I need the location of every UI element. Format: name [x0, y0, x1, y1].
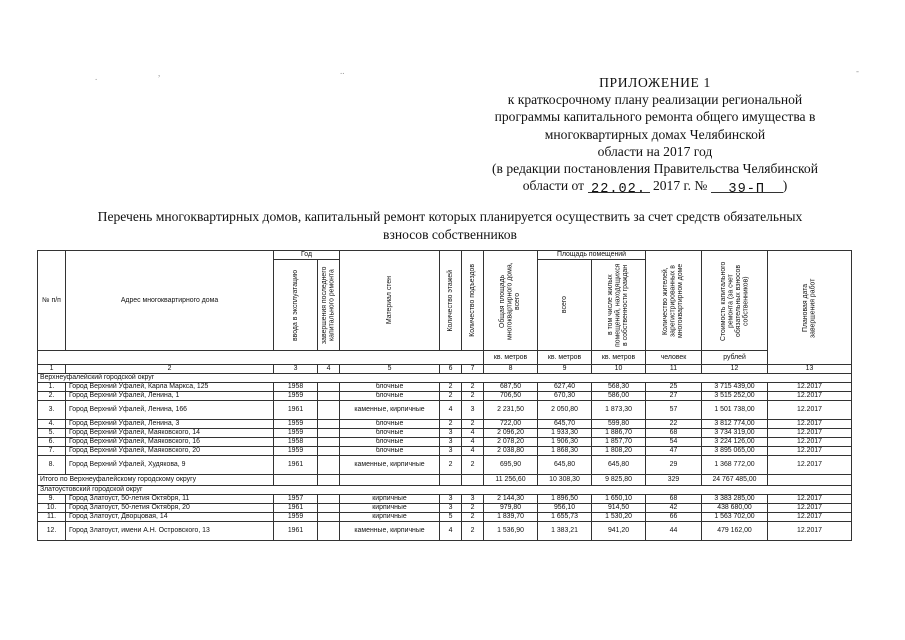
cell-deadline: 12.2017: [768, 513, 852, 522]
header-total-area-text: Общая площадь многоквартирного дома, всего: [499, 261, 522, 340]
cell-address: Город Верхний Уфалей, Маяковского, 16: [66, 438, 274, 447]
cell-cost: 3 895 065,00: [702, 447, 768, 456]
cell-year-repair: [318, 438, 340, 447]
cell-cost: 3 812 774,00: [702, 420, 768, 429]
cell-year-built: 1959: [274, 429, 318, 438]
cell-residents: 27: [646, 392, 702, 401]
cell-year-built: 1961: [274, 401, 318, 420]
header-line: многоквартирных домах Челябинской: [544, 126, 766, 142]
cell-deadline: 12.2017: [768, 429, 852, 438]
cell-year-repair: [318, 420, 340, 429]
cell-year-repair: [318, 504, 340, 513]
cell-year-built: 1959: [274, 447, 318, 456]
cell-num: 7.: [38, 447, 66, 456]
scan-speck: ,: [158, 68, 161, 78]
cell-total-area: 1 839,70: [484, 513, 538, 522]
unit-area-owned: кв. метров: [592, 351, 646, 365]
cell-deadline: 12.2017: [768, 447, 852, 456]
header-line: области на 2017 год: [597, 143, 713, 159]
cell-residents: 57: [646, 401, 702, 420]
total-empty: [340, 475, 440, 486]
table-row: [38, 438, 852, 447]
cell-entrances: 4: [462, 447, 484, 456]
header-area-group: Площадь помещений: [538, 251, 646, 260]
cell-floors: 2: [440, 383, 462, 392]
scan-speck: .: [95, 72, 98, 82]
cell-entrances: 2: [462, 392, 484, 401]
table-row: [38, 420, 852, 429]
table-row: [38, 456, 852, 475]
cell-cost: 3 734 319,00: [702, 429, 768, 438]
cell-year-built: 1961: [274, 504, 318, 513]
cell-area-owned: 941,20: [592, 522, 646, 541]
cell-material: каменные, кирпичные: [340, 456, 440, 475]
cell-material: блочные: [340, 383, 440, 392]
cell-area-all: 645,70: [538, 420, 592, 429]
unit-total-area: кв. метров: [484, 351, 538, 365]
cell-total-area: 695,90: [484, 456, 538, 475]
column-numbers-row: [38, 365, 852, 374]
cell-address: Город Верхний Уфалей, Карла Маркса, 125: [66, 383, 274, 392]
cell-floors: 4: [440, 522, 462, 541]
cell-area-owned: 1 857,70: [592, 438, 646, 447]
group-name: Златоустовский городской округ: [38, 486, 852, 495]
cell-entrances: 2: [462, 522, 484, 541]
cell-total-area: 706,50: [484, 392, 538, 401]
header-line: к краткосрочному плану реализации региональной: [507, 92, 803, 108]
cell-num: 10.: [38, 504, 66, 513]
cell-num: 9.: [38, 495, 66, 504]
unit-cost: рублей: [702, 351, 768, 365]
cell-total-area: 1 536,90: [484, 522, 538, 541]
table-row: [38, 504, 852, 513]
cell-year-repair: [318, 401, 340, 420]
cell-deadline: 12.2017: [768, 420, 852, 429]
header-line: программы капитального ремонта общего имущества в: [494, 109, 816, 125]
cell-entrances: 4: [462, 429, 484, 438]
header-year-group: Год: [274, 251, 340, 260]
header-year-built-text: ввода в эксплуатацию: [291, 269, 299, 341]
cell-deadline: 12.2017: [768, 456, 852, 475]
cell-deadline: 12.2017: [768, 392, 852, 401]
residents-sum: 329: [646, 475, 702, 486]
cell-area-owned: 645,80: [592, 456, 646, 475]
cell-deadline: 12.2017: [768, 522, 852, 541]
cell-residents: 68: [646, 495, 702, 504]
table-row: [38, 383, 852, 392]
cell-year-built: 1961: [274, 456, 318, 475]
cell-floors: 3: [440, 438, 462, 447]
header-area-owned-text: в том числе жилых помещений, находящихся в собственности граждан: [607, 263, 630, 347]
header-residents-text: Количество жителей, зарегистрированных в многоквартирном доме: [662, 263, 685, 338]
table-row: [38, 447, 852, 456]
cell-year-repair: [318, 447, 340, 456]
cell-year-repair: [318, 383, 340, 392]
cell-address: Город Златоуст, 50-летия Октября, 20: [66, 504, 274, 513]
cell-entrances: 3: [462, 495, 484, 504]
cell-area-all: 627,40: [538, 383, 592, 392]
scan-speck: ..: [340, 66, 345, 76]
cell-year-built: 1958: [274, 383, 318, 392]
cell-entrances: 2: [462, 383, 484, 392]
cell-total-area: 2 038,80: [484, 447, 538, 456]
header-floors-text: Количество этажей: [446, 269, 454, 332]
column-number: 8: [484, 365, 538, 374]
cell-address: Город Верхний Уфалей, Маяковского, 14: [66, 429, 274, 438]
scan-speck: -: [856, 66, 859, 76]
document-title: [20, 208, 880, 243]
header-year-built: [274, 260, 318, 351]
title-line: Перечень многоквартирных домов, капитальный ремонт которых планируется осуществить за счет средств обязательных: [97, 209, 803, 224]
houses-table: [37, 250, 852, 541]
cell-area-owned: 586,00: [592, 392, 646, 401]
cell-year-built: 1959: [274, 420, 318, 429]
header-area-all-text: всего: [560, 296, 568, 314]
cell-area-all: 1 383,21: [538, 522, 592, 541]
header-year-repair-text: завершения последнего капитального ремонта: [321, 266, 336, 344]
cell-address: Город Верхний Уфалей, Худякова, 9: [66, 456, 274, 475]
cell-cost: 3 383 285,00: [702, 495, 768, 504]
header-floors: [440, 251, 462, 351]
header-material-text: Материал стен: [385, 276, 393, 325]
table-row: [38, 513, 852, 522]
header-cost: [702, 251, 768, 351]
total-empty: [318, 475, 340, 486]
cell-material: блочные: [340, 447, 440, 456]
header-address: Адрес многоквартирного дома: [66, 251, 274, 351]
cell-address: Город Верхний Уфалей, Маяковского, 20: [66, 447, 274, 456]
cell-entrances: 2: [462, 504, 484, 513]
cell-residents: 47: [646, 447, 702, 456]
cell-material: блочные: [340, 392, 440, 401]
cell-total-area: 2 096,20: [484, 429, 538, 438]
cell-area-all: 645,80: [538, 456, 592, 475]
cell-address: Город Верхний Уфалей, Ленина, 3: [66, 420, 274, 429]
cell-residents: 29: [646, 456, 702, 475]
cell-floors: 5: [440, 513, 462, 522]
header-deadline-text: Плановая дата завершения работ: [802, 277, 817, 338]
cell-address: Город Верхний Уфалей, Ленина, 1: [66, 392, 274, 401]
column-number: 6: [440, 365, 462, 374]
cell-year-repair: [318, 522, 340, 541]
cell-entrances: 3: [462, 401, 484, 420]
cell-area-owned: 1 650,10: [592, 495, 646, 504]
cell-year-repair: [318, 392, 340, 401]
cell-area-owned: 568,30: [592, 383, 646, 392]
cell-num: 5.: [38, 429, 66, 438]
total-empty: [462, 475, 484, 486]
cell-area-all: 1 906,30: [538, 438, 592, 447]
cell-cost: 3 515 252,00: [702, 392, 768, 401]
total-empty: [274, 475, 318, 486]
cell-total-area: 2 231,50: [484, 401, 538, 420]
resolution-number: 39-П: [728, 182, 766, 198]
cell-address: Город Златоуст, имени А.Н. Островского, 13: [66, 522, 274, 541]
cell-floors: 3: [440, 429, 462, 438]
number-field: [711, 179, 783, 198]
cell-year-built: 1957: [274, 495, 318, 504]
cell-deadline: 12.2017: [768, 438, 852, 447]
cell-material: блочные: [340, 438, 440, 447]
header-year-repair: [318, 260, 340, 351]
date-field: [588, 179, 650, 198]
cell-area-owned: 1 886,70: [592, 429, 646, 438]
cell-area-all: 1 933,30: [538, 429, 592, 438]
cell-num: 2.: [38, 392, 66, 401]
cell-address: Город Златоуст, 50-летия Октября, 11: [66, 495, 274, 504]
cell-material: каменные, кирпичные: [340, 401, 440, 420]
header-prefix: области от: [522, 178, 585, 194]
column-number: 7: [462, 365, 484, 374]
table-row: [38, 392, 852, 401]
cell-area-owned: 1 808,20: [592, 447, 646, 456]
cell-cost: 1 563 702,00: [702, 513, 768, 522]
cell-material: блочные: [340, 429, 440, 438]
resolution-date: 22.02.: [591, 182, 646, 198]
header-total-area: [484, 251, 538, 351]
cell-residents: 22: [646, 420, 702, 429]
cell-total-area: 687,50: [484, 383, 538, 392]
appendix-header: [440, 74, 870, 198]
cell-material: кирпичные: [340, 495, 440, 504]
cell-num: 1.: [38, 383, 66, 392]
total-row: [38, 475, 852, 486]
cell-area-owned: 1 873,30: [592, 401, 646, 420]
header-entrances-text: Количество подъездов: [468, 264, 476, 337]
cell-deadline: 12.2017: [768, 383, 852, 392]
unit-residents: человек: [646, 351, 702, 365]
cell-residents: 25: [646, 383, 702, 392]
cell-deadline: 12.2017: [768, 504, 852, 513]
cell-deadline: 12.2017: [768, 495, 852, 504]
cell-entrances: 2: [462, 420, 484, 429]
cell-floors: 3: [440, 495, 462, 504]
title-line: взносов собственников: [383, 226, 517, 242]
header-line: (в редакции постановления Правительства Челябинской: [491, 161, 819, 177]
cost-sum: 24 767 485,00: [702, 475, 768, 486]
column-number: 5: [340, 365, 440, 374]
units-spacer: [38, 351, 484, 365]
cell-year-built: 1961: [274, 522, 318, 541]
cell-residents: 44: [646, 522, 702, 541]
area-all-sum: 10 308,30: [538, 475, 592, 486]
cell-floors: 2: [440, 420, 462, 429]
cell-total-area: 979,80: [484, 504, 538, 513]
cell-area-all: 1 655,73: [538, 513, 592, 522]
header-residents: [646, 251, 702, 351]
cell-floors: 4: [440, 401, 462, 420]
cell-cost: 438 680,00: [702, 504, 768, 513]
total-label: Итого по Верхнеуфалейскому городскому округу: [38, 475, 274, 486]
column-number: 13: [768, 365, 852, 374]
cell-num: 8.: [38, 456, 66, 475]
cell-year-built: 1958: [274, 438, 318, 447]
group-name: Верхнеуфалейский городской округ: [38, 374, 852, 383]
area-owned-sum: 9 825,80: [592, 475, 646, 486]
header-cost-text: Стоимость капитального ремонта (за счет обязательных взносов собственников): [719, 260, 749, 341]
cell-entrances: 2: [462, 513, 484, 522]
cell-address: Город Верхний Уфалей, Ленина, 166: [66, 401, 274, 420]
total-empty: [440, 475, 462, 486]
cell-year-repair: [318, 513, 340, 522]
appendix-title: ПРИЛОЖЕНИЕ 1: [599, 75, 711, 90]
cell-area-all: 670,30: [538, 392, 592, 401]
header-year: 2017 г. №: [652, 178, 708, 194]
cell-total-area: 2 144,30: [484, 495, 538, 504]
cell-area-owned: 1 530,20: [592, 513, 646, 522]
cell-floors: 3: [440, 447, 462, 456]
column-number: 10: [592, 365, 646, 374]
cell-material: блочные: [340, 420, 440, 429]
cell-cost: 3 224 126,00: [702, 438, 768, 447]
cell-year-repair: [318, 456, 340, 475]
cell-entrances: 2: [462, 456, 484, 475]
table-row: [38, 522, 852, 541]
cell-area-owned: 599,80: [592, 420, 646, 429]
cell-area-all: 1 896,50: [538, 495, 592, 504]
cell-address: Город Златоуст, Дворцовая, 14: [66, 513, 274, 522]
header-resolution-line: [440, 177, 870, 198]
cell-num: 4.: [38, 420, 66, 429]
cell-deadline: 12.2017: [768, 401, 852, 420]
cell-area-owned: 914,50: [592, 504, 646, 513]
cell-material: кирпичные: [340, 513, 440, 522]
cell-num: 6.: [38, 438, 66, 447]
column-number: 11: [646, 365, 702, 374]
cell-cost: 3 715 439,00: [702, 383, 768, 392]
column-number: 4: [318, 365, 340, 374]
header-material: [340, 251, 440, 351]
table-row: [38, 429, 852, 438]
header-deadline: [768, 251, 852, 365]
total-empty: [768, 475, 852, 486]
cell-cost: 479 162,00: [702, 522, 768, 541]
group-row: [38, 486, 852, 495]
close-paren: ): [782, 178, 788, 194]
table-row: [38, 401, 852, 420]
cell-floors: 3: [440, 504, 462, 513]
group-row: [38, 374, 852, 383]
header-num: № п/п: [38, 251, 66, 351]
cell-area-all: 2 050,80: [538, 401, 592, 420]
cell-num: 11.: [38, 513, 66, 522]
cell-material: кирпичные: [340, 504, 440, 513]
header-area-all: [538, 260, 592, 351]
table-row: [38, 495, 852, 504]
cell-residents: 42: [646, 504, 702, 513]
cell-residents: 66: [646, 513, 702, 522]
cell-year-repair: [318, 495, 340, 504]
cell-floors: 2: [440, 392, 462, 401]
cell-entrances: 4: [462, 438, 484, 447]
cell-num: 3.: [38, 401, 66, 420]
cell-num: 12.: [38, 522, 66, 541]
total-area-sum: 11 256,60: [484, 475, 538, 486]
cell-area-all: 956,10: [538, 504, 592, 513]
cell-cost: 1 501 738,00: [702, 401, 768, 420]
cell-total-area: 2 078,20: [484, 438, 538, 447]
cell-floors: 2: [440, 456, 462, 475]
column-number: 2: [66, 365, 274, 374]
column-number: 3: [274, 365, 318, 374]
cell-year-built: 1959: [274, 513, 318, 522]
column-number: 12: [702, 365, 768, 374]
unit-area-all: кв. метров: [538, 351, 592, 365]
cell-cost: 1 368 772,00: [702, 456, 768, 475]
cell-area-all: 1 868,30: [538, 447, 592, 456]
cell-year-repair: [318, 429, 340, 438]
header-entrances: [462, 251, 484, 351]
cell-residents: 68: [646, 429, 702, 438]
cell-total-area: 722,00: [484, 420, 538, 429]
header-area-owned: [592, 260, 646, 351]
column-number: 1: [38, 365, 66, 374]
cell-year-built: 1959: [274, 392, 318, 401]
cell-material: каменные, кирпичные: [340, 522, 440, 541]
column-number: 9: [538, 365, 592, 374]
cell-residents: 54: [646, 438, 702, 447]
